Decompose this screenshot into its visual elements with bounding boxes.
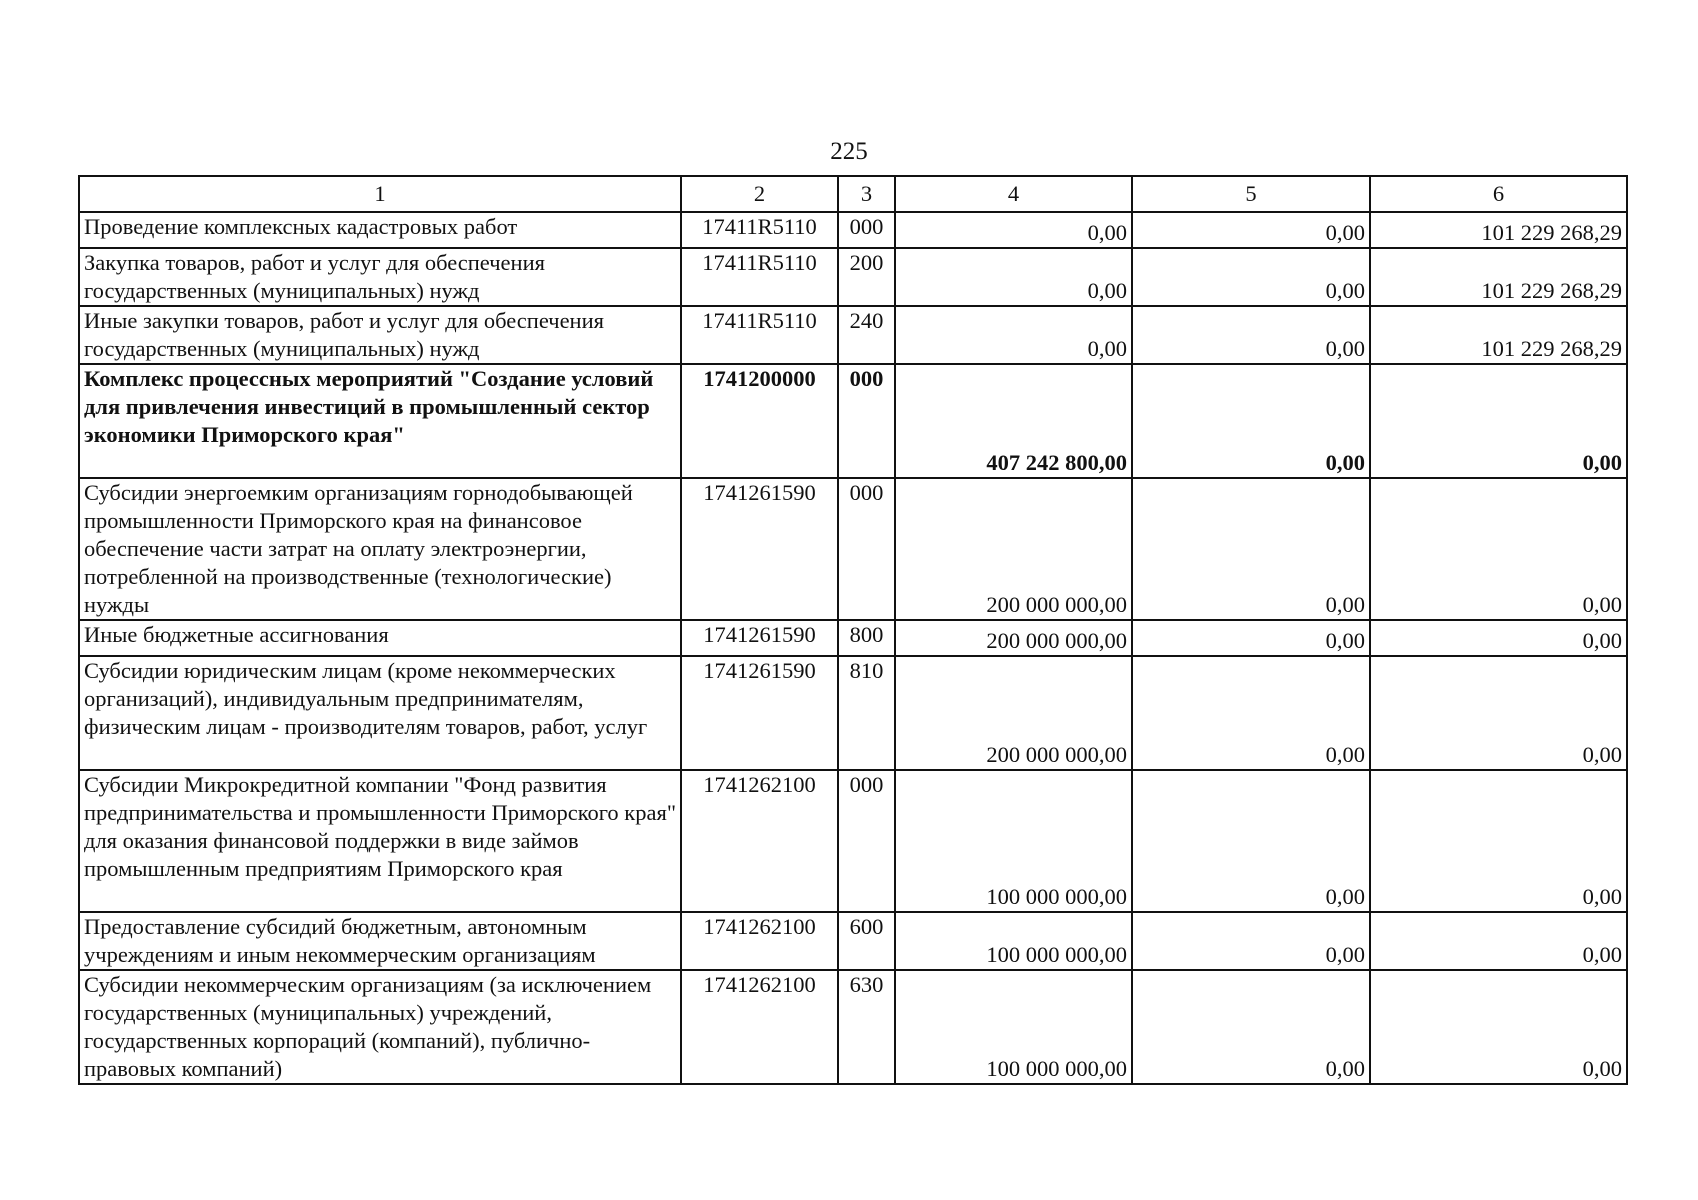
row-type: 810 <box>838 656 895 770</box>
row-name: Закупка товаров, работ и услуг для обеспечения государственных (муниципальных) нужд <box>79 248 681 306</box>
row-value-5: 0,00 <box>1132 478 1370 620</box>
row-type: 240 <box>838 306 895 364</box>
header-col-5: 5 <box>1132 176 1370 212</box>
table-row <box>79 212 1627 248</box>
row-value-4: 200 000 000,00 <box>895 478 1132 620</box>
row-code: 1741262100 <box>681 970 838 1084</box>
row-name: Комплекс процессных мероприятий "Создание условий для привлечения инвестиций в промышленный сектор экономики Приморского края" <box>79 364 681 478</box>
row-value-4: 100 000 000,00 <box>895 970 1132 1084</box>
table-header-row <box>79 176 1627 212</box>
row-type: 000 <box>838 212 895 248</box>
budget-table <box>78 175 1628 1085</box>
row-value-4: 407 242 800,00 <box>895 364 1132 478</box>
row-value-4: 0,00 <box>895 306 1132 364</box>
header-col-1: 1 <box>79 176 681 212</box>
row-name: Субсидии юридическим лицам (кроме некоммерческих организаций), индивидуальным предпринимателям, физическим лицам - производителям товаров, работ, услуг <box>79 656 681 770</box>
row-type: 200 <box>838 248 895 306</box>
row-code: 17411R5110 <box>681 212 838 248</box>
row-code: 1741262100 <box>681 770 838 912</box>
table-row <box>79 478 1627 620</box>
row-value-6: 101 229 268,29 <box>1370 306 1627 364</box>
row-code: 17411R5110 <box>681 248 838 306</box>
row-name: Предоставление субсидий бюджетным, автономным учреждениям и иным некоммерческим организациям <box>79 912 681 970</box>
table-row <box>79 656 1627 770</box>
table-row <box>79 248 1627 306</box>
row-value-5: 0,00 <box>1132 620 1370 656</box>
row-value-6: 0,00 <box>1370 364 1627 478</box>
row-name: Субсидии некоммерческим организациям (за исключением государственных (муниципальных) учреждений, государственных корпораций (компаний), публично-правовых компаний) <box>79 970 681 1084</box>
row-name: Иные бюджетные ассигнования <box>79 620 681 656</box>
row-name: Субсидии Микрокредитной компании "Фонд развития предпринимательства и промышленности Приморского края" для оказания финансовой поддержки в виде займов промышленным предприятиям Приморского края <box>79 770 681 912</box>
row-code: 1741262100 <box>681 912 838 970</box>
row-value-5: 0,00 <box>1132 248 1370 306</box>
table-row <box>79 306 1627 364</box>
row-code: 17411R5110 <box>681 306 838 364</box>
row-value-5: 0,00 <box>1132 770 1370 912</box>
header-col-4: 4 <box>895 176 1132 212</box>
row-value-4: 100 000 000,00 <box>895 912 1132 970</box>
row-type: 630 <box>838 970 895 1084</box>
row-name: Иные закупки товаров, работ и услуг для обеспечения государственных (муниципальных) нужд <box>79 306 681 364</box>
row-value-5: 0,00 <box>1132 306 1370 364</box>
table-row <box>79 912 1627 970</box>
row-value-6: 0,00 <box>1370 656 1627 770</box>
row-value-4: 0,00 <box>895 212 1132 248</box>
row-type: 000 <box>838 770 895 912</box>
row-type: 600 <box>838 912 895 970</box>
row-value-5: 0,00 <box>1132 364 1370 478</box>
row-code: 1741261590 <box>681 620 838 656</box>
page-number: 225 <box>830 138 868 165</box>
row-value-6: 0,00 <box>1370 970 1627 1084</box>
row-code: 1741200000 <box>681 364 838 478</box>
header-col-2: 2 <box>681 176 838 212</box>
row-value-5: 0,00 <box>1132 212 1370 248</box>
header-col-3: 3 <box>838 176 895 212</box>
table-row <box>79 770 1627 912</box>
row-type: 000 <box>838 364 895 478</box>
row-value-5: 0,00 <box>1132 970 1370 1084</box>
row-code: 1741261590 <box>681 478 838 620</box>
row-value-6: 0,00 <box>1370 912 1627 970</box>
table-row <box>79 620 1627 656</box>
table-row-section <box>79 364 1627 478</box>
row-value-6: 101 229 268,29 <box>1370 212 1627 248</box>
row-value-5: 0,00 <box>1132 656 1370 770</box>
row-value-6: 0,00 <box>1370 620 1627 656</box>
row-type: 000 <box>838 478 895 620</box>
row-value-6: 0,00 <box>1370 478 1627 620</box>
row-value-4: 0,00 <box>895 248 1132 306</box>
row-value-4: 200 000 000,00 <box>895 656 1132 770</box>
row-value-4: 100 000 000,00 <box>895 770 1132 912</box>
row-value-6: 0,00 <box>1370 770 1627 912</box>
header-col-6: 6 <box>1370 176 1627 212</box>
row-value-4: 200 000 000,00 <box>895 620 1132 656</box>
row-name: Проведение комплексных кадастровых работ <box>79 212 681 248</box>
row-type: 800 <box>838 620 895 656</box>
table-row <box>79 970 1627 1084</box>
row-value-6: 101 229 268,29 <box>1370 248 1627 306</box>
row-code: 1741261590 <box>681 656 838 770</box>
row-name: Субсидии энергоемким организациям горнодобывающей промышленности Приморского края на финансовое обеспечение части затрат на оплату электроэнергии, потребленной на производственные (технологические) нужды <box>79 478 681 620</box>
row-value-5: 0,00 <box>1132 912 1370 970</box>
